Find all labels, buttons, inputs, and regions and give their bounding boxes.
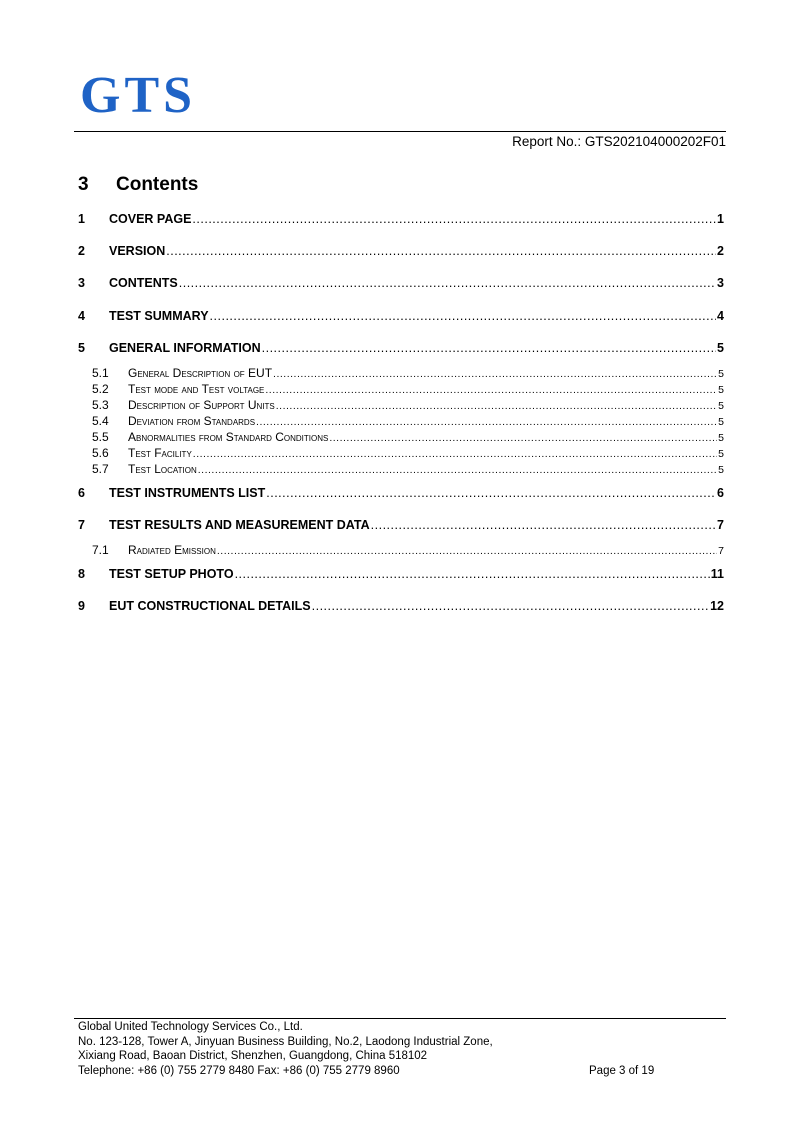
toc-entry-page: 1 — [717, 212, 724, 226]
toc-entry-number: 8 — [78, 567, 85, 581]
toc-entry[interactable] — [78, 414, 724, 428]
toc-entry-number: 3 — [78, 276, 85, 290]
footer-company: Global United Technology Services Co., Ltd. — [78, 1021, 303, 1033]
toc-entry[interactable] — [78, 341, 724, 355]
report-number: Report No.: GTS202104000202F01 — [512, 134, 726, 149]
toc-entry-page: 2 — [717, 244, 724, 258]
toc-entry-title: Radiated Emission — [128, 543, 216, 557]
toc-leader-dots — [256, 416, 717, 428]
toc-entry-page: 6 — [717, 486, 724, 500]
toc-leader-dots — [266, 486, 716, 500]
footer-contact-row — [78, 1064, 724, 1079]
toc-entry-number: 7.1 — [92, 543, 109, 557]
toc-entry[interactable] — [78, 446, 724, 460]
toc-entry-page: 11 — [710, 567, 724, 581]
toc-entry-page: 4 — [717, 309, 724, 323]
toc-entry-title: VERSION — [109, 244, 166, 258]
toc-leader-dots — [166, 244, 716, 258]
toc-leader-dots — [312, 599, 709, 613]
toc-entry-number: 5.3 — [92, 398, 109, 412]
toc-leader-dots — [329, 432, 717, 444]
footer-divider — [74, 1018, 726, 1019]
toc-entry-title: General Description of EUT — [128, 366, 273, 380]
footer-address-line-2: Xixiang Road, Baoan District, Shenzhen, Guangdong, China 518102 — [78, 1050, 428, 1062]
toc-entry[interactable] — [78, 398, 724, 412]
toc-entry-page: 7 — [717, 518, 724, 532]
toc-entry-number: 5.7 — [92, 462, 109, 476]
toc-entry-page: 7 — [718, 545, 724, 557]
toc-leader-dots — [217, 545, 717, 557]
toc-entry-title: Deviation from Standards — [128, 414, 256, 428]
page-title — [78, 174, 198, 196]
toc-entry-number: 6 — [78, 486, 85, 500]
footer-contact: Telephone: +86 (0) 755 2779 8480 Fax: +86 (0) 755 2779 8960 — [78, 1064, 400, 1077]
toc-entry-title: Test Facility — [128, 446, 192, 460]
page-number: Page 3 of 19 — [589, 1064, 655, 1077]
toc-entry-number: 5 — [78, 341, 85, 355]
toc-entry-number: 5.4 — [92, 414, 109, 428]
toc-entry[interactable] — [78, 543, 724, 557]
toc-entry-number: 4 — [78, 309, 85, 323]
toc-leader-dots — [273, 368, 717, 380]
toc-entry-number: 5.5 — [92, 430, 109, 444]
toc-entry-number: 7 — [78, 518, 85, 532]
toc-leader-dots — [198, 464, 717, 476]
toc-entry-title: TEST SETUP PHOTO — [109, 567, 234, 581]
toc-entry-page: 5 — [718, 384, 724, 396]
toc-entry-page: 5 — [718, 368, 724, 380]
toc-leader-dots — [210, 309, 717, 323]
toc-leader-dots — [192, 212, 716, 226]
toc-entry[interactable] — [78, 212, 724, 226]
toc-leader-dots — [179, 276, 716, 290]
header-divider — [74, 131, 726, 132]
toc-entry[interactable] — [78, 382, 724, 396]
toc-entry[interactable] — [78, 567, 724, 581]
toc-entry-page: 5 — [718, 464, 724, 476]
company-logo: GTS — [80, 67, 197, 124]
toc-entry-page: 5 — [718, 400, 724, 412]
toc-entry-number: 5.1 — [92, 366, 109, 380]
footer-address-line-1: No. 123-128, Tower A, Jinyuan Business Building, No.2, Laodong Industrial Zone, — [78, 1035, 493, 1048]
toc-entry-page: 12 — [710, 599, 724, 613]
toc-entry-title: Test mode and Test voltage — [128, 382, 265, 396]
page-footer — [78, 1020, 724, 1078]
toc-leader-dots — [235, 567, 710, 581]
toc-entry-title: TEST RESULTS AND MEASUREMENT DATA — [109, 518, 370, 532]
toc-entry-title: TEST SUMMARY — [109, 309, 209, 323]
toc-entry[interactable] — [78, 276, 724, 290]
toc-entry-title: EUT CONSTRUCTIONAL DETAILS — [109, 599, 311, 613]
toc-entry-page: 5 — [718, 432, 724, 444]
toc-leader-dots — [371, 518, 716, 532]
toc-entry[interactable] — [78, 486, 724, 500]
toc-entry-title: CONTENTS — [109, 276, 178, 290]
toc-entry-page: 3 — [717, 276, 724, 290]
toc-entry-number: 9 — [78, 599, 85, 613]
toc-entry-page: 5 — [718, 416, 724, 428]
toc-entry-page: 5 — [717, 341, 724, 355]
section-number: 3 — [78, 174, 89, 195]
toc-entry[interactable] — [78, 430, 724, 444]
toc-leader-dots — [276, 400, 717, 412]
section-title-text: Contents — [116, 174, 199, 195]
toc-leader-dots — [193, 448, 717, 460]
toc-entry-title: COVER PAGE — [109, 212, 192, 226]
toc-entry-number: 2 — [78, 244, 85, 258]
toc-entry-page: 5 — [718, 448, 724, 460]
toc-entry-number: 1 — [78, 212, 85, 226]
toc-entry-title: Abnormalities from Standard Conditions — [128, 430, 329, 444]
toc-leader-dots — [262, 341, 716, 355]
toc-entry[interactable] — [78, 309, 724, 323]
toc-entry[interactable] — [78, 599, 724, 613]
toc-entry-number: 5.6 — [92, 446, 109, 460]
toc-entry-title: Description of Support Units — [128, 398, 275, 412]
toc-leader-dots — [265, 384, 717, 396]
toc-entry[interactable] — [78, 518, 724, 532]
toc-entry[interactable] — [78, 462, 724, 476]
toc-entry-title: GENERAL INFORMATION — [109, 341, 261, 355]
toc-entry[interactable] — [78, 244, 724, 258]
toc-entry-title: Test Location — [128, 462, 197, 476]
toc-entry[interactable] — [78, 366, 724, 380]
toc-entry-number: 5.2 — [92, 382, 109, 396]
toc-entry-title: TEST INSTRUMENTS LIST — [109, 486, 266, 500]
